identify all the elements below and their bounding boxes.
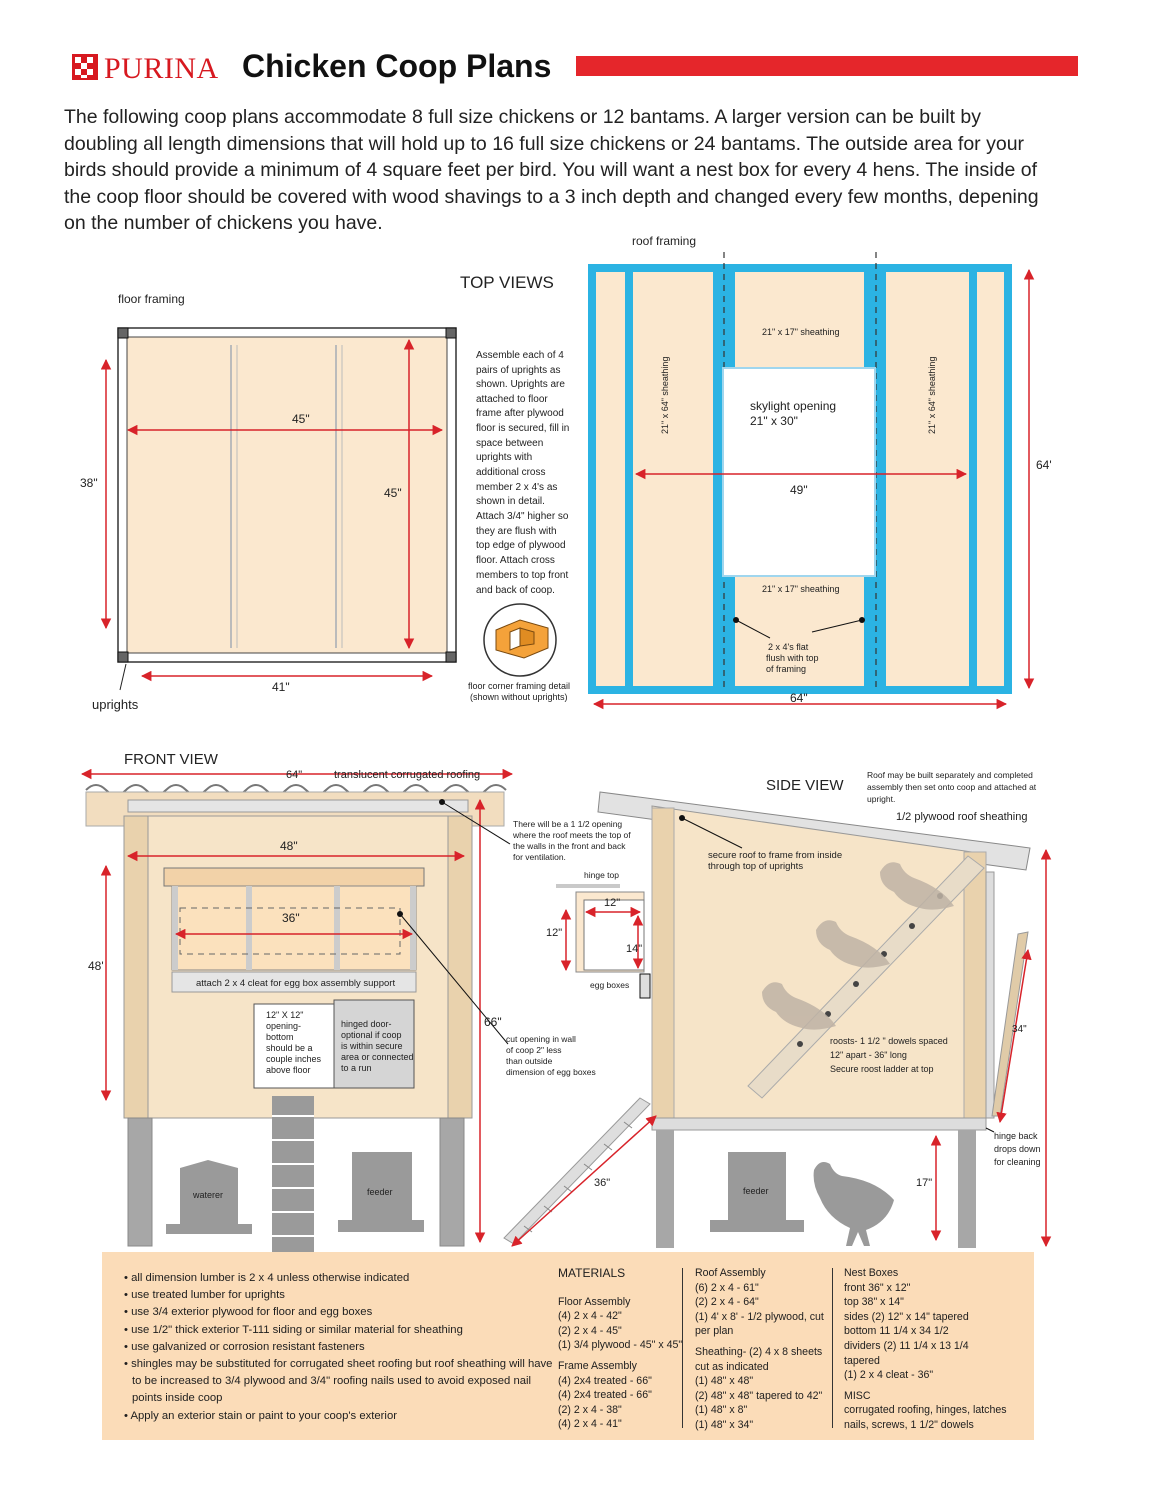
construction-notes: [124, 1270, 554, 1425]
floor-width-dim: 45": [292, 412, 310, 426]
sheathing-heading: Sheathing- (2) 4 x 8 sheets: [695, 1345, 823, 1358]
material-item: (4) 2 x 4 - 42": [558, 1310, 622, 1323]
hinge-back-note: hinge back drops down for cleaning: [994, 1131, 1041, 1167]
right-sheathing-label: 21" x 64" sheathing: [927, 356, 937, 434]
opening-note: 12" X 12" opening- bottom should be a couple inches above floor: [266, 1010, 322, 1075]
roof-framing-label: roof framing: [632, 234, 697, 248]
materials-column: [558, 1266, 682, 1432]
material-item: nails, screws, 1 1/2" dowels: [844, 1418, 974, 1431]
side-view-heading: SIDE VIEW: [766, 777, 844, 794]
floor-bottom-dim: 41": [272, 680, 290, 694]
material-item: tapered: [844, 1354, 880, 1367]
front-inner-dim: 48": [280, 839, 298, 853]
material-item: (4) 2x4 treated - 66": [558, 1374, 652, 1387]
egg-box-top-dim: 12": [604, 897, 621, 909]
material-item: (2) 48" x 48" tapered to 42": [695, 1389, 823, 1402]
material-item: (1) 48" x 48": [695, 1375, 754, 1388]
left-sheathing-label: 21" x 64" sheathing: [660, 356, 670, 434]
misc-heading: MISC: [844, 1389, 871, 1402]
material-item: dividers (2) 11 1/4 x 13 1/4: [844, 1339, 969, 1352]
material-item: (1) 48" x 8": [695, 1404, 748, 1417]
assembly-instructions: Assemble each of 4 pairs of uprights as shown. Uprights are attached to floor frame after plywood floor is secured, fill in space between uprights with additional cross member 2 x 4's as shown in detail. Attach 3/4" higher so they are flush with top edge of plywood floor. Attach cross members to top front and back of coop.: [476, 350, 570, 596]
materials-panel: [102, 1252, 1034, 1440]
material-item: sides (2) 12" x 14" tapered: [844, 1310, 969, 1323]
egg-box-right-dim: 14": [626, 943, 643, 955]
floor-framing-label: floor framing: [118, 292, 185, 306]
ventilation-note: There will be a 1 1/2 opening where the roof meets the top of the walls in the front and back for ventilation.: [513, 819, 631, 862]
material-item: (6) 2 x 4 - 61": [695, 1281, 759, 1294]
hinged-door-note: hinged door- optional if coop is within secure area or connected to a run: [341, 1019, 414, 1073]
egg-boxes-label: egg boxes: [590, 980, 630, 990]
frame-assembly-heading: Frame Assembly: [558, 1359, 637, 1372]
floor-side-dim: 38": [80, 476, 98, 490]
floor-framing: [106, 328, 456, 690]
material-item: (1) 4' x 8' - 1/2 plywood, cut: [695, 1310, 824, 1323]
roof-width-dim: 49": [790, 483, 808, 497]
brand-name: PURINA: [104, 52, 219, 85]
roof-framing: [592, 252, 1029, 704]
note-item: • Apply an exterior stain or paint to your coop's exterior: [124, 1409, 397, 1422]
front-height-dim: 48': [88, 959, 104, 973]
bottom-sheathing-label: 21" x 17" sheathing: [762, 584, 840, 594]
material-item: (2) 2 x 4 - 64": [695, 1296, 759, 1309]
material-item: (2) 2 x 4 - 45": [558, 1324, 622, 1337]
top-views-heading: TOP VIEWS: [460, 273, 554, 292]
material-item: front 36" x 12": [844, 1281, 911, 1294]
material-item: (2) 2 x 4 - 38": [558, 1403, 622, 1416]
hinge-top-label: hinge top: [584, 870, 619, 880]
material-item: cut as indicated: [695, 1360, 769, 1373]
leg-height-dim: 17": [916, 1177, 933, 1189]
feeder-front-label: feeder: [367, 1187, 393, 1197]
intro-text: The following coop plans accommodate 8 full size chickens or 12 bantams. A larger version can be built by doubling all length dimensions that will hold up to 16 full size chickens or 24 bantams. The outside area for your birds should provide a minimum of 4 square feet per bird. You will want a nest box for every 4 hens. The inside of the coop floor should be covered with wood shavings to a 3 inch depth and changed every few months, depening on the number of chickens you have.: [64, 106, 1039, 234]
materials-heading: MATERIALS: [558, 1266, 626, 1280]
secure-roof-note: secure roof to frame from inside through top of uprights: [708, 850, 843, 872]
roof-assembly-heading: Roof Assembly: [695, 1267, 766, 1279]
corner-detail-caption: floor corner framing detail (shown without uprights): [468, 681, 571, 702]
page-title: Chicken Coop Plans: [242, 48, 552, 84]
chicken-icon: [814, 1162, 894, 1246]
ramp-length-dim: 36": [594, 1177, 611, 1189]
note-item: • all dimension lumber is 2 x 4 unless otherwise indicated: [124, 1272, 410, 1284]
note-item: • use galvanized or corrosion resistant fasteners: [124, 1340, 365, 1353]
material-item: bottom 11 1/4 x 34 1/2: [844, 1325, 949, 1338]
corner-detail: [484, 604, 556, 676]
column-divider: [832, 1268, 833, 1428]
side-34-dim: 34": [1012, 1024, 1027, 1035]
material-item: (4) 2x4 treated - 66": [558, 1389, 652, 1402]
note-item: • use 1/2" thick exterior T-111 siding or similar material for sheathing: [124, 1323, 463, 1336]
material-item: (1) 2 x 4 cleat - 36": [844, 1369, 934, 1382]
material-item: corrugated roofing, hinges, latches: [844, 1404, 1007, 1417]
column-divider: [682, 1268, 683, 1428]
floor-depth-dim: 45": [384, 486, 402, 500]
waterer-label: waterer: [193, 1190, 224, 1200]
roofing-label: translucent corrugated roofing: [334, 769, 481, 781]
roof-height-dim: 64': [1036, 458, 1052, 472]
roosts-note: roosts- 1 1/2 " dowels spaced 12" apart - 36" long Secure roost ladder at top: [830, 1036, 948, 1074]
floor-assembly-heading: Floor Assembly: [558, 1295, 631, 1308]
top-sheathing-label: 21" x 17" sheathing: [762, 327, 840, 337]
front-roof-width-dim: 64": [286, 769, 303, 781]
note-item: • use 3/4 exterior plywood for floor and egg boxes: [124, 1306, 373, 1319]
roof-built-note: Roof may be built separately and completed assembly then set onto coop and attached at upright.: [867, 770, 1037, 804]
material-item: top 38" x 14": [844, 1296, 904, 1309]
front-total-dim: 66": [484, 1015, 502, 1029]
ramp: [504, 1098, 650, 1244]
note-item: • shingles may be substituted for corrugated sheet roofing but roof sheathing will have to be increased to 3/4 plywood and 3/4" roofing nails used to avoid exposed nail points inside coop: [124, 1358, 553, 1405]
skylight-label: skylight opening 21" x 30": [750, 399, 837, 428]
feeder-side-label: feeder: [743, 1186, 769, 1196]
front-view-heading: FRONT VIEW: [124, 751, 218, 768]
material-item: per plan: [695, 1325, 734, 1338]
nest-boxes-heading: Nest Boxes: [844, 1267, 899, 1279]
material-item: (4) 2 x 4 - 41": [558, 1418, 622, 1431]
egg-box-width-dim: 36": [282, 911, 300, 925]
egg-box-left-dim: 12": [546, 927, 563, 939]
material-item: (1) 3/4 plywood - 45" x 45": [558, 1339, 683, 1352]
note-item: • use treated lumber for uprights: [124, 1289, 285, 1302]
plywood-sheathing-label: 1/2 plywood roof sheathing: [896, 811, 1028, 823]
nest-box-column: [844, 1266, 1007, 1433]
cleat-label: attach 2 x 4 cleat for egg box assembly support: [196, 978, 396, 989]
material-item: (1) 48" x 34": [695, 1418, 754, 1431]
uprights-label: uprights: [92, 697, 139, 712]
flat-2x4-note: 2 x 4's flat flush with top of framing: [766, 642, 819, 674]
roof-bottom-dim: 64": [790, 691, 808, 705]
roof-column: [695, 1266, 824, 1433]
cut-opening-note: cut opening in wall of coop 2" less than outside dimension of egg boxes: [506, 1034, 596, 1077]
